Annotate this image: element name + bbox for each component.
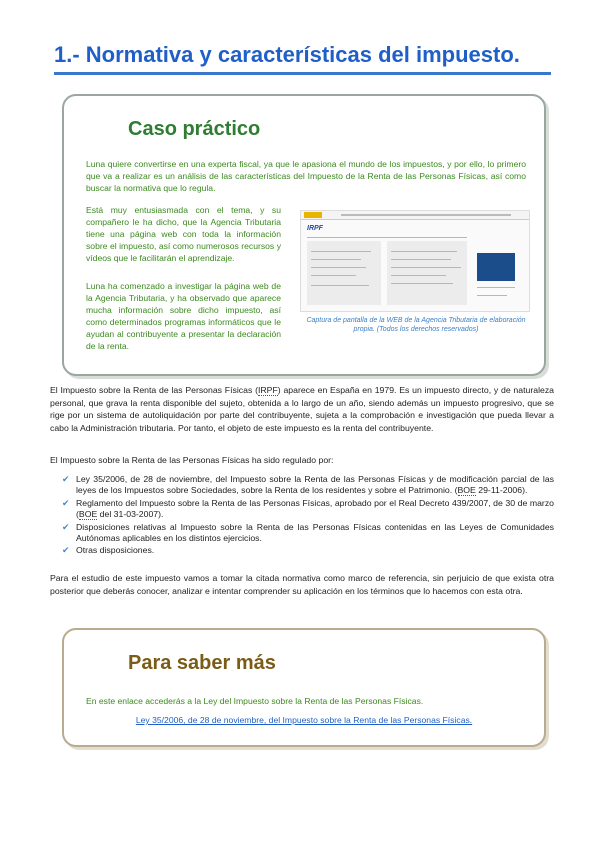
caso-intro: Luna quiere convertirse en una experta fiscal, ya que le apasiona el mundo de los impuestos, y por ello, lo primero que va a realizar es un análisis de las características del Impuesto de la Renta de las Personas Físicas, así como buscar la normativa que lo regula.	[86, 159, 526, 193]
more-description: En este enlace accederás a la Ley del Impuesto sobre la Renta de las Personas Físicas.	[86, 696, 424, 706]
page-title: 1.- Normativa y características del impuesto.	[54, 42, 520, 67]
screenshot-header: IRPF	[307, 225, 323, 232]
laws-list	[62, 474, 554, 558]
irpf-abbreviation[interactable]: IRPF	[257, 385, 278, 395]
caso-practico-box	[62, 94, 546, 376]
list-item: ✔ Ley 35/2006, de 28 de noviembre, del Impuesto sobre la Renta de las Personas Físicas y de modificación parcial de las leyes de los Impuestos sobre Sociedades, sobre la Renta de los residentes y sobre el Patrimonio. (BOE 29-11-2006).	[62, 474, 554, 496]
caso-paragraph-2: Luna ha comenzado a investigar la página web de la Agencia Tributaria, y ha observado que aparece mucha información sobre dicho impuesto, así como determinados programas informáticos que le ayudan al contribuyente a presentar la declaración de la renta.	[86, 281, 281, 351]
intro-paragraph: El Impuesto sobre la Renta de las Personas Físicas (IRPF) aparece en España en 1979. Es un impuesto directo, y de naturaleza personal, que grava la renta disponible del sujeto, obtenida a lo largo de un año, siendo además un impuesto progresivo, que se rige por un sistema de autoliquidación por parte del contribuyente, sujeta a la comprobación e investigación que pueda llevar a cabo la Administración tributaria. Por tanto, el objeto de este impuesto es la renta del contribuyente.	[50, 385, 555, 433]
check-icon: ✔	[62, 474, 70, 484]
caso-paragraph-1: Está muy entusiasmada con el tema, y su compañero le ha dicho, que la Agencia Tributaria tiene una página web con toda la información sobre el impuesto, así como numerosos recursos y vídeos que le facilitarán el aprendizaje.	[86, 205, 281, 263]
screenshot-caption: Captura de pantalla de la WEB de la Agencia Tributaria de elaboración propia. (Todos los derechos reservados)	[306, 317, 526, 333]
check-icon: ✔	[62, 545, 70, 556]
boe-abbreviation[interactable]: BOE	[457, 485, 476, 496]
mobile-app-image	[477, 253, 515, 281]
list-item: ✔ Otras disposiciones.	[62, 545, 155, 556]
closing-paragraph: Para el estudio de este impuesto vamos a tomar la citada normativa como marco de referencia, sin perjuicio de que exista otra posterior que deberás conocer, analizar e intentar comprender su aplicación en los términos que lo hacemos con esta otra.	[50, 573, 554, 596]
para-saber-mas-title: Para saber más	[128, 652, 276, 674]
check-icon: ✔	[62, 497, 70, 508]
list-item: ✔ Reglamento del Impuesto sobre la Renta de las Personas Físicas, aprobado por el Real Decreto 439/2007, de 30 de marzo (BOE del 31-03-2007).	[62, 497, 554, 520]
para-saber-mas-box	[62, 628, 546, 747]
law-link[interactable]: Ley 35/2006, de 28 de noviembre, del Impuesto sobre la Renta de las Personas Físicas.	[135, 715, 473, 725]
check-icon: ✔	[62, 521, 70, 532]
agencia-tributaria-screenshot	[300, 210, 530, 312]
list-item: ✔ Disposiciones relativas al Impuesto sobre la Renta de las Personas Físicas contenidas en las Leyes de Comunidades Autónomas aplicables en los distintos ejercicios.	[62, 521, 554, 544]
boe-abbreviation[interactable]: BOE	[78, 509, 98, 520]
caso-practico-title: Caso práctico	[128, 118, 261, 140]
title-underline	[54, 72, 551, 75]
regulation-intro: El Impuesto sobre la Renta de las Personas Físicas ha sido regulado por:	[50, 455, 334, 465]
agencia-logo	[304, 212, 322, 218]
